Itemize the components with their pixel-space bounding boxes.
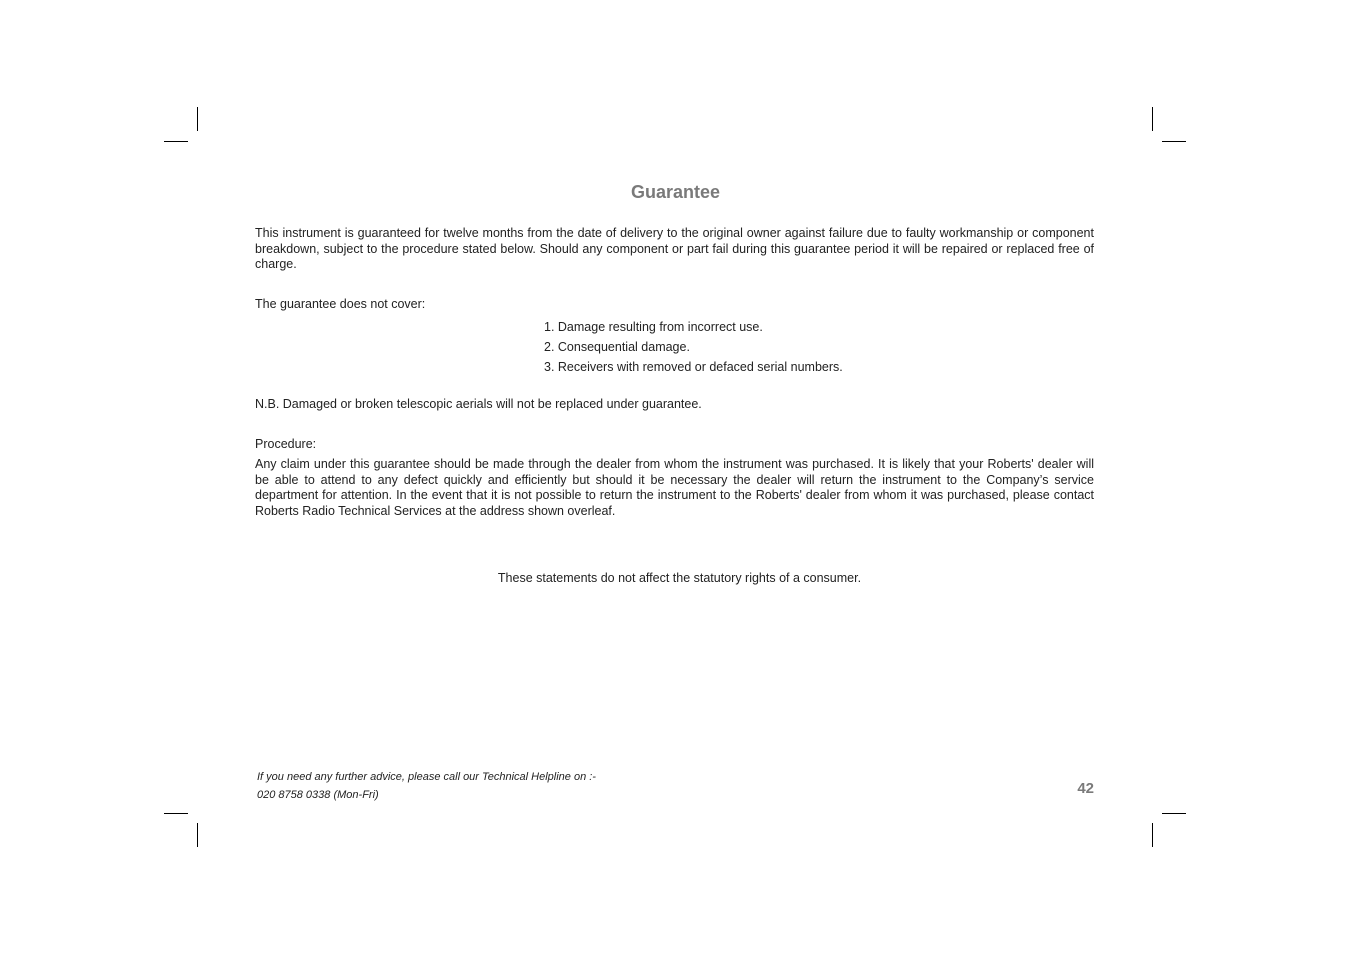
crop-mark-top-right-horizontal	[1162, 141, 1186, 142]
statutory-rights-statement: These statements do not affect the statutory rights of a consumer.	[497, 571, 862, 585]
intro-paragraph: This instrument is guaranteed for twelve months from the date of delivery to the original owner against failure due to faulty workmanship or component breakdown, subject to the procedure stated below. Should any component or part fail during this guarantee period it will be repaired or replaced free of charge.	[255, 226, 1094, 271]
page-number: 42	[1077, 780, 1094, 797]
exclusion-item: 2. Consequential damage.	[544, 340, 690, 354]
exclusion-item: 3. Receivers with removed or defaced serial numbers.	[544, 360, 843, 374]
crop-mark-bottom-left-horizontal	[164, 813, 188, 814]
procedure-paragraph: Any claim under this guarantee should be made through the dealer from whom the instrument was purchased. It is likely that your Roberts' dealer will be able to attend to any defect quickly and efficiently but should it be necessary the dealer will return the instrument to the Company’s service department for attention. In the event that it is not possible to return the instrument to the Roberts' dealer from whom it was purchased, please contact Roberts Radio Technical Services at the address shown overleaf.	[255, 457, 1094, 518]
crop-mark-bottom-right-horizontal	[1162, 813, 1186, 814]
crop-mark-bottom-right-vertical	[1152, 823, 1153, 847]
page-title: Guarantee	[630, 182, 721, 202]
crop-mark-top-right-vertical	[1152, 107, 1153, 131]
crop-mark-top-left-horizontal	[164, 141, 188, 142]
procedure-heading: Procedure:	[255, 437, 317, 451]
crop-mark-bottom-left-vertical	[197, 823, 198, 847]
helpline-footer	[257, 768, 596, 804]
crop-mark-top-left-vertical	[197, 107, 198, 131]
helpline-phone-number: 020 8758 0338 (Mon-Fri)	[257, 789, 379, 801]
exclusions-heading: The guarantee does not cover:	[255, 297, 426, 311]
exclusions-list	[544, 317, 843, 377]
exclusion-item: 1. Damage resulting from incorrect use.	[544, 320, 763, 334]
helpline-text: If you need any further advice, please call our Technical Helpline on :-	[257, 771, 596, 783]
aerial-note: N.B. Damaged or broken telescopic aerials will not be replaced under guarantee.	[255, 397, 702, 411]
